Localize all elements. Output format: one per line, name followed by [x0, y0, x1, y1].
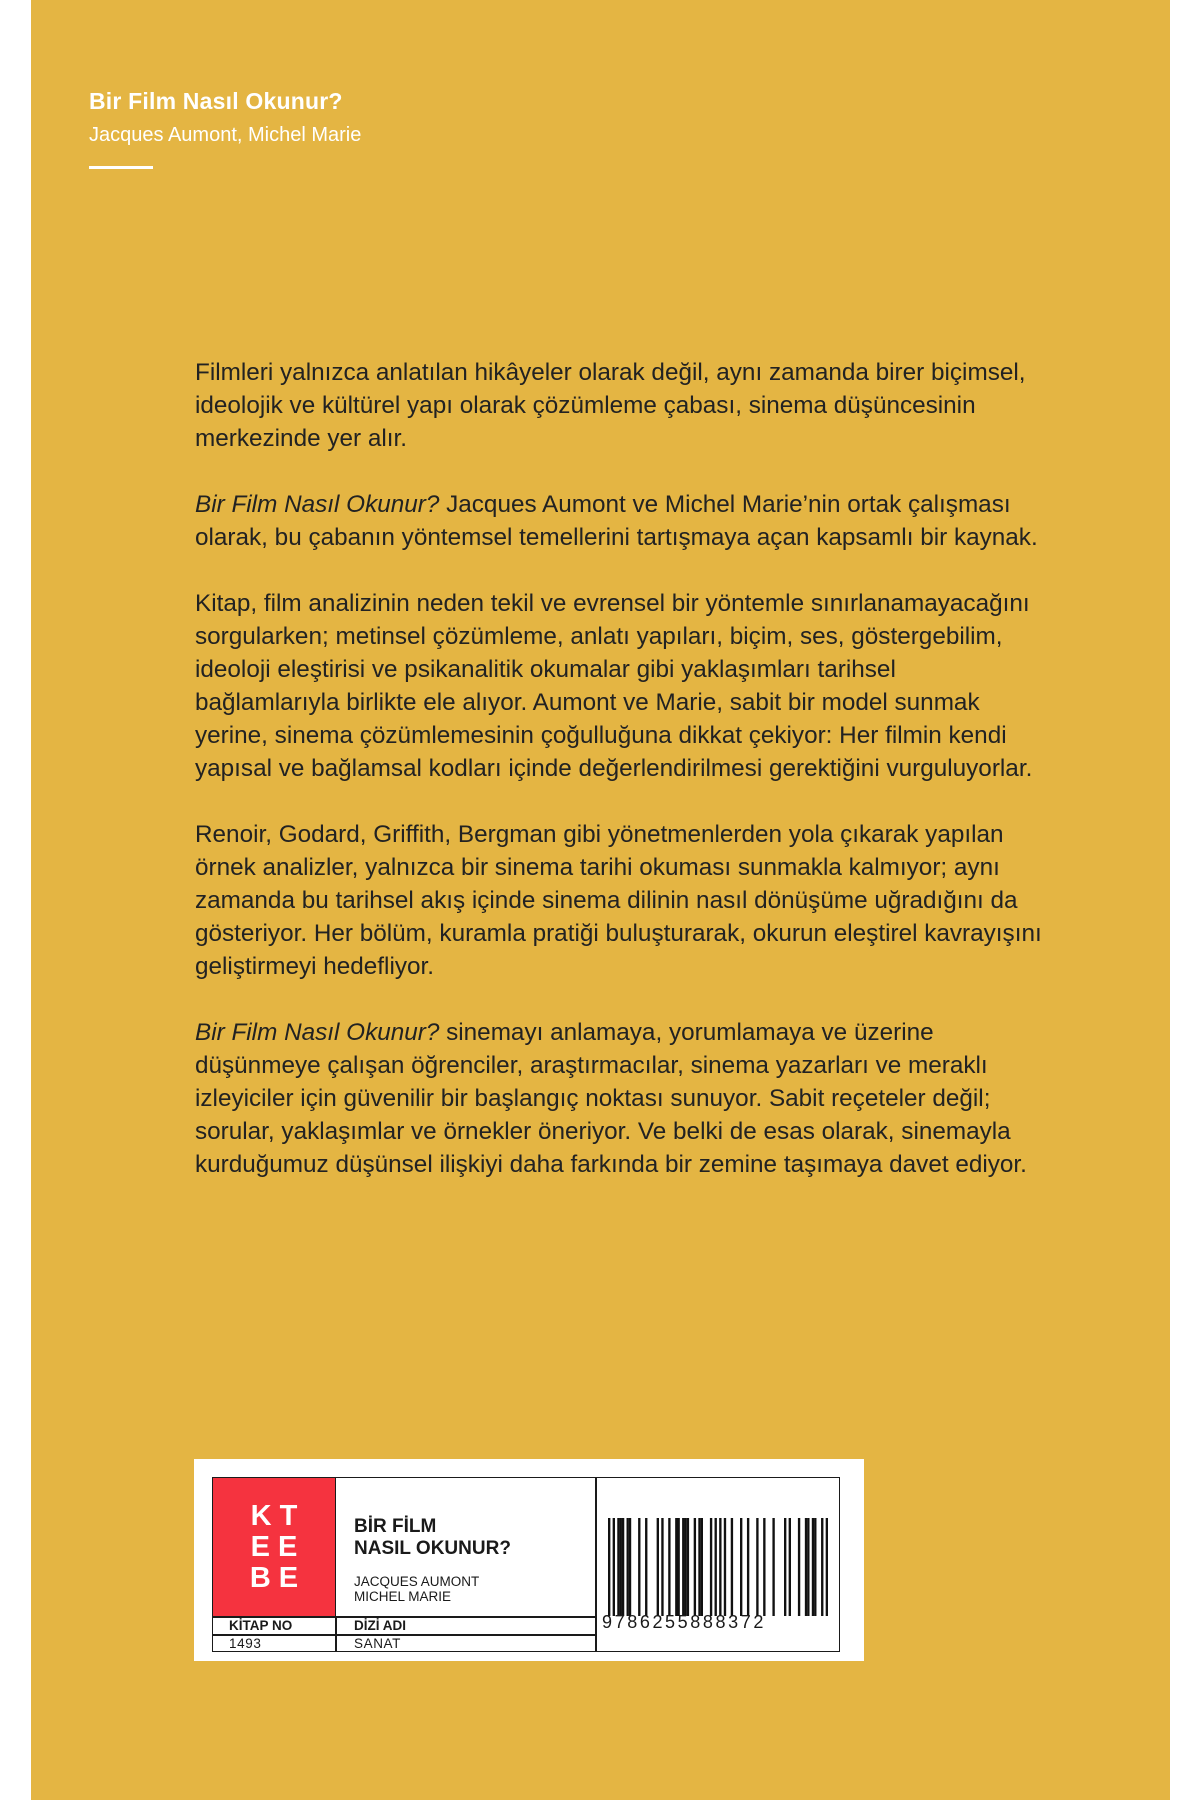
barcode-bar	[668, 1518, 670, 1616]
barcode-bar	[622, 1518, 624, 1616]
barcode-bar	[798, 1518, 800, 1616]
label-row-divider	[213, 1634, 596, 1636]
barcode-bar	[812, 1518, 814, 1616]
barcode-bar	[826, 1518, 828, 1616]
barcode-bar	[675, 1518, 677, 1616]
header-divider	[89, 166, 153, 169]
kitap-no-value: 1493	[229, 1636, 262, 1651]
barcode-bar	[638, 1518, 640, 1616]
barcode-bar	[731, 1518, 733, 1616]
barcode-bar	[807, 1518, 809, 1616]
barcode-bar	[740, 1518, 742, 1616]
barcode-bar	[608, 1518, 610, 1616]
barcode-bar	[698, 1518, 700, 1616]
barcode-bar	[784, 1518, 786, 1616]
barcode-bar	[645, 1518, 647, 1616]
ketebe-logo	[213, 1478, 336, 1617]
kitap-no-label: KİTAP NO	[229, 1618, 293, 1633]
barcode-bar	[814, 1518, 816, 1616]
label-col-divider	[595, 1478, 597, 1652]
barcode-bar	[763, 1518, 765, 1616]
header-authors: Jacques Aumont, Michel Marie	[89, 124, 362, 146]
blurb-paragraph: Kitap, film analizinin neden tekil ve evrensel bir yöntemle sınırlanamayacağını sorgularken; metinsel çözümleme, anlatı yapıları, biçim, ses, göstergebilim, ideoloji eleştirisi ve psikanalitik okumalar gibi yaklaşımları tarihsel bağlamlarıyla birlikte ele alıyor. Aumont ve Marie, sabit bir model sunmak yerine, sinema çözümlemesinin çoğulluğuna dikkat çekiyor: Her filmin kendi yapısal ve bağlamsal kodları içinde değerlendirilmesi gerektiğini vurguluyorlar.	[195, 590, 1033, 782]
label-book-authors: JACQUES AUMONT MICHEL MARIE	[354, 1574, 480, 1604]
barcode-bar	[821, 1518, 823, 1616]
barcode-bar	[687, 1518, 689, 1616]
dizi-adi-label: DİZİ ADI	[354, 1618, 406, 1633]
barcode-bar	[694, 1518, 696, 1616]
barcode-bar	[789, 1518, 791, 1616]
barcode-bar	[805, 1518, 807, 1616]
blurb-book-title: Bir Film Nasıl Okunur?	[195, 1019, 440, 1046]
barcode-bar	[620, 1518, 622, 1616]
barcode-bar	[710, 1518, 712, 1616]
barcode-bar	[682, 1518, 684, 1616]
label-col-divider	[335, 1616, 337, 1652]
blurb-paragraph	[195, 488, 1045, 554]
blurb-paragraph	[195, 1016, 1045, 1181]
barcode-bar	[715, 1518, 717, 1616]
blurb-text	[195, 356, 1045, 1214]
barcode-bar	[677, 1518, 679, 1616]
blurb-paragraph: Renoir, Godard, Griffith, Bergman gibi yönetmenlerden yola çıkarak yapılan örnek analizler, yalnızca bir sinema tarihi okuması sunmakla kalmıyor; aynı zamanda bu tarihsel akış içinde sinema dilinin nasıl dönüşüme uğradığını da gösteriyor. Her bölüm, kuramla pratiği buluşturarak, okurun eleştirel kavrayışını geliştirmeyi hedefliyor.	[195, 821, 1042, 980]
barcode-bar	[724, 1518, 726, 1616]
barcode-bar	[629, 1518, 631, 1616]
publisher-label	[194, 1459, 864, 1661]
blurb-book-title: Bir Film Nasıl Okunur?	[195, 491, 440, 518]
barcode-bar	[747, 1518, 749, 1616]
barcode-bar	[701, 1518, 703, 1616]
barcode-bar	[756, 1518, 758, 1616]
barcode-bar	[627, 1518, 629, 1616]
barcode-bar	[657, 1518, 659, 1616]
barcode-bar	[617, 1518, 619, 1616]
blurb-paragraph-text: Jacques Aumont ve Michel Marie’nin ortak çalışması olarak, bu çabanın yöntemsel temellerini tartışmaya açan kapsamlı bir kaynak.	[195, 491, 1038, 551]
label-book-title: BİR FİLM NASIL OKUNUR?	[354, 1516, 511, 1559]
blurb-paragraph-text: sinemayı anlamaya, yorumlamaya ve üzerine düşünmeye çalışan öğrenciler, araştırmacılar, sinema yazarları ve meraklı izleyiciler için güvenilir bir başlangıç noktası sunuyor. Sabit reçeteler değil; sorular, yaklaşımlar ve örnekler öneriyor. Ve belki de esas olarak, sinemayla kurduğumuz düşünsel ilişkiyi daha farkında bir zemine taşımaya davet ediyor.	[195, 1019, 1027, 1178]
barcode-bar	[684, 1518, 686, 1616]
barcode-bar	[661, 1518, 663, 1616]
label-grid	[212, 1477, 840, 1652]
barcode-bar	[772, 1518, 774, 1616]
logo-letters-row-2: EE	[250, 1531, 306, 1563]
isbn-number: 9786255888372	[602, 1612, 766, 1632]
isbn-barcode	[608, 1518, 828, 1616]
logo-letters-row-1: KT	[250, 1500, 306, 1532]
barcode-bar	[613, 1518, 615, 1616]
blurb-paragraph: Filmleri yalnızca anlatılan hikâyeler olarak değil, aynı zamanda birer biçimsel, ideolojik ve kültürel yapı olarak çözümleme çabası, sinema düşüncesinin merkezinde yer alır.	[195, 359, 1026, 452]
barcode-bar	[719, 1518, 721, 1616]
logo-letters-row-3: BE	[249, 1562, 307, 1594]
dizi-adi-value: SANAT	[354, 1636, 402, 1651]
header-book-title: Bir Film Nasıl Okunur?	[89, 88, 343, 114]
